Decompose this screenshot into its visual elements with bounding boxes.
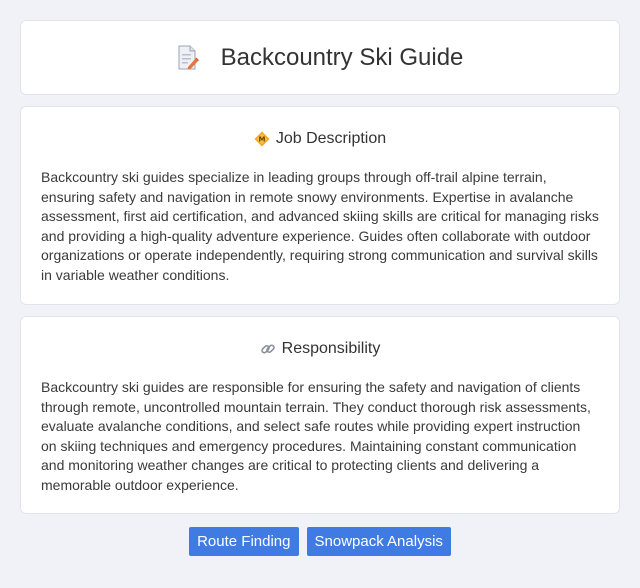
link-icon: [260, 341, 276, 357]
responsibility-heading: [41, 339, 599, 359]
svg-text:M: M: [258, 135, 266, 144]
responsibility-text: Backcountry ski guides are responsible for ensuring the safety and navigation of clients through remote, uncontrolled mountain terrain. They conduct thorough risk assessments, evaluate avalanche conditions, and select safe routes while providing expert instruction on skiing techniques and emergency procedures. Maintaining constant communication and monitoring weather changes are critical to protecting clients and delivering a memorable outdoor experience.: [41, 379, 591, 493]
tag-snowpack-analysis[interactable]: Snowpack Analysis: [307, 527, 451, 556]
diamond-badge-icon: [254, 131, 270, 147]
job-description-heading: [41, 129, 599, 149]
job-description-title: Job Description: [275, 130, 387, 147]
document-pencil-icon: [177, 45, 199, 71]
job-description-card: [20, 106, 620, 305]
page-title: Backcountry Ski Guide: [220, 43, 464, 71]
title-card: [20, 20, 620, 95]
responsibility-card: [20, 316, 620, 514]
responsibility-title: Responsibility: [281, 340, 381, 357]
skill-tags: [20, 527, 620, 556]
tag-route-finding[interactable]: Route Finding: [189, 527, 298, 556]
job-description-text: Backcountry ski guides specialize in leading groups through off-trail alpine terrain, ensuring safety and navigation in remote snowy environments. Expertise in avalanche assessment, first aid certification, and advanced skiing skills are critical for managing risks and providing a high-quality adventure experience. Guides often collaborate with outdoor organizations or operate independently, requiring strong communication and survival skills in variable weather conditions.: [41, 169, 599, 283]
